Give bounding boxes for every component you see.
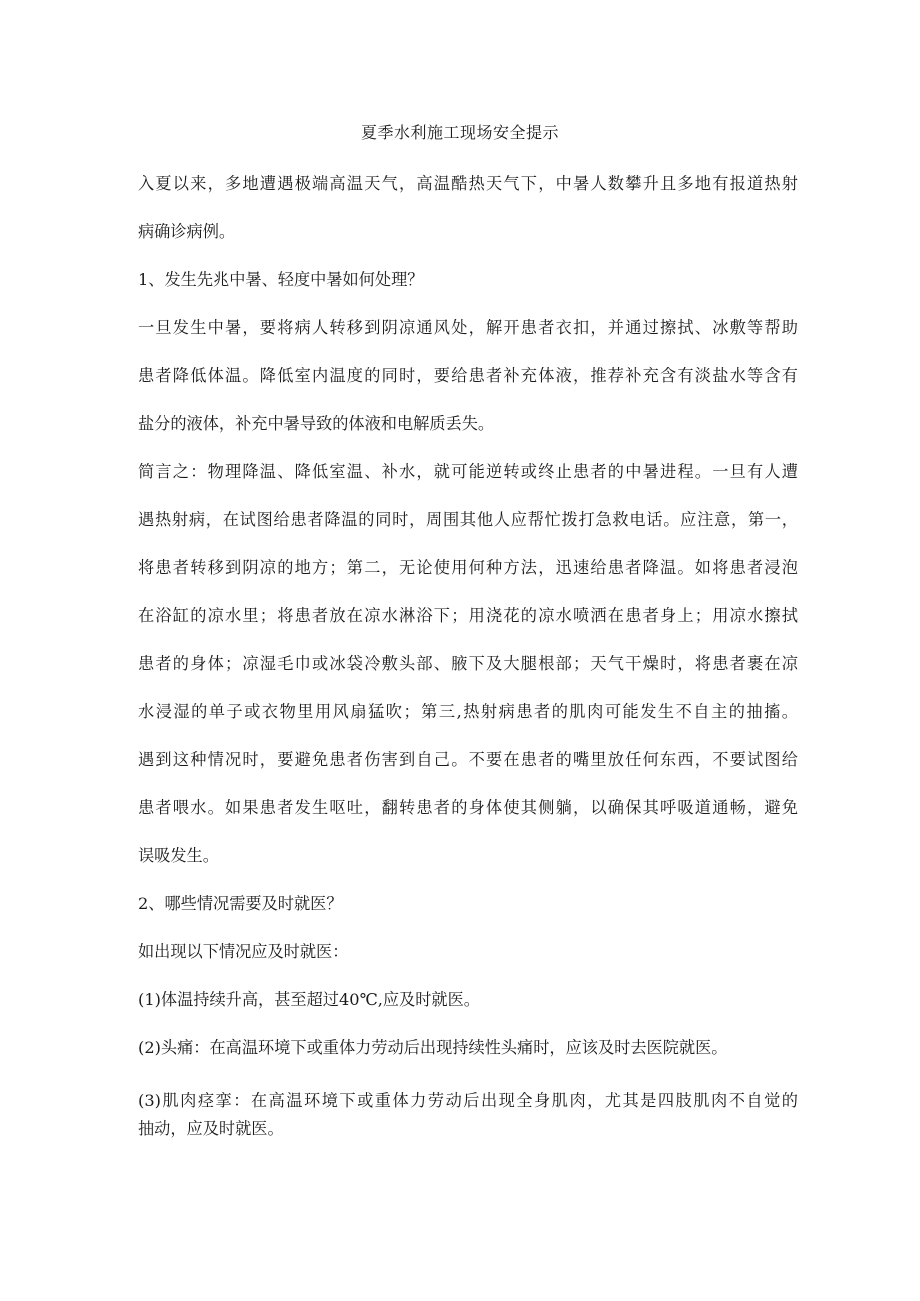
- paragraph-line: 患者喂水。如果患者发生呕吐，翻转患者的身体使其侧躺，以确保其呼吸道通畅，避免: [138, 798, 798, 817]
- paragraph-line: 简言之：物理降温、降低室温、补水，就可能逆转或终止患者的中暑进程。一旦有人遭: [138, 462, 798, 481]
- section-heading: 1、发生先兆中暑、轻度中暑如何处理？: [138, 270, 424, 289]
- paragraph-line: 遇到这种情况时，要避免患者伤害到自己。不要在患者的嘴里放任何东西，不要试图给: [138, 750, 798, 769]
- paragraph-line: 病确诊病例。: [138, 222, 236, 241]
- paragraph-line: 在浴缸的凉水里；将患者放在凉水淋浴下；用浇花的凉水喷洒在患者身上；用凉水擦拭: [138, 606, 798, 625]
- list-item: (1)体温持续升高，甚至超过40℃,应及时就医。: [138, 990, 480, 1009]
- paragraph-line: 患者降低体温。降低室内温度的同时，要给患者补充体液，推荐补充含有淡盐水等含有: [138, 366, 798, 385]
- list-item: 抽动，应及时就医。: [138, 1119, 284, 1138]
- paragraph-line: 如出现以下情况应及时就医：: [138, 942, 349, 961]
- paragraph-line: 一旦发生中暑，要将病人转移到阴凉通风处，解开患者衣扣，并通过擦拭、冰敷等帮助: [138, 318, 798, 337]
- paragraph-line: 盐分的液体，补充中暑导致的体液和电解质丢失。: [138, 414, 495, 433]
- paragraph-line: 患者的身体；凉湿毛巾或冰袋冷敷头部、腋下及大腿根部；天气干燥时，将患者裹在凉: [138, 654, 798, 673]
- paragraph-line: 遇热射病，在试图给患者降温的同时，周围其他人应帮忙拨打急救电话。应注意，第一，: [138, 510, 798, 529]
- paragraph-line: 误吸发生。: [138, 846, 219, 865]
- list-item: (3)肌肉痉挛：在高温环境下或重体力劳动后出现全身肌肉，尤其是四肢肌肉不自觉的: [138, 1091, 798, 1110]
- section-heading: 2、哪些情况需要及时就医？: [138, 894, 343, 913]
- paragraph-line: 水浸湿的单子或衣物里用风扇猛吹；第三,热射病患者的肌肉可能发生不自主的抽搐。: [138, 702, 798, 721]
- document-title: 夏季水利施工现场安全提示: [360, 123, 559, 142]
- paragraph-line: 将患者转移到阴凉的地方；第二，无论使用何种方法，迅速给患者降温。如将患者浸泡: [138, 558, 798, 577]
- paragraph-line: 入夏以来，多地遭遇极端高温天气，高温酷热天气下，中暑人数攀升且多地有报道热射: [138, 174, 798, 193]
- list-item: (2)头痛：在高温环境下或重体力劳动后出现持续性头痛时，应该及时去医院就医。: [138, 1038, 728, 1057]
